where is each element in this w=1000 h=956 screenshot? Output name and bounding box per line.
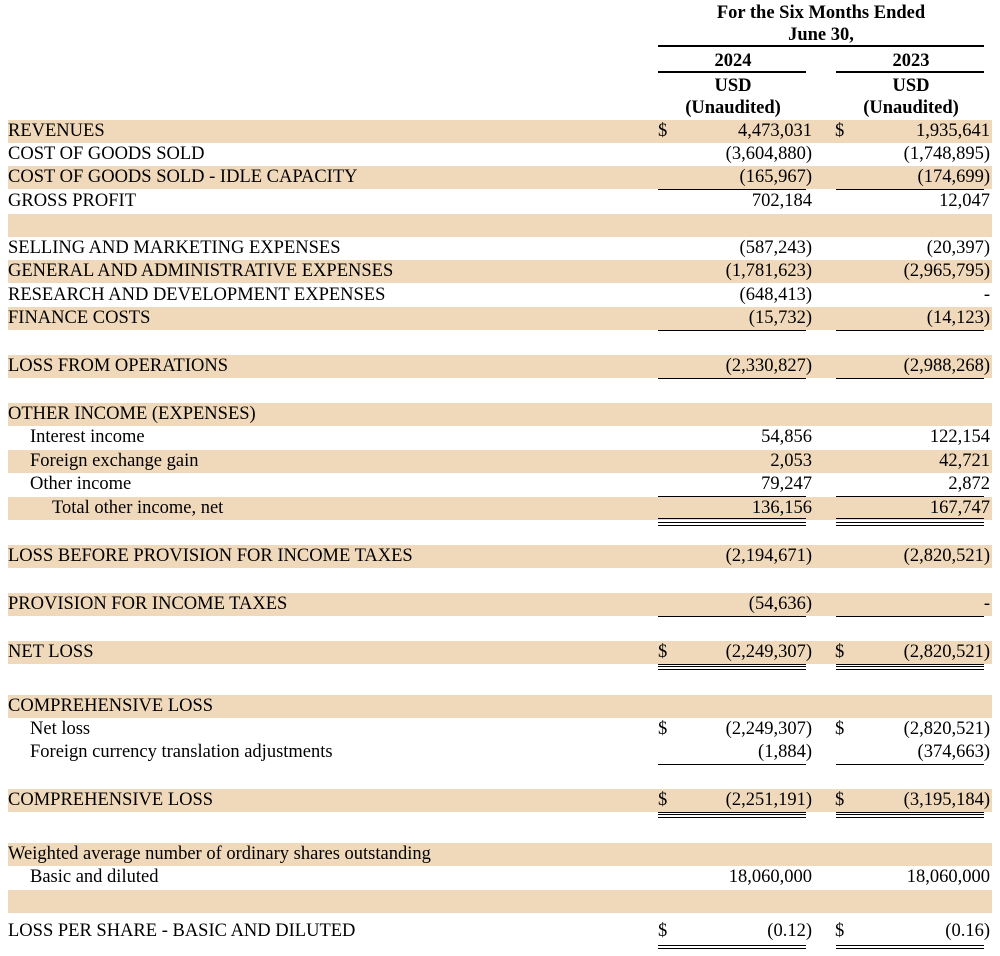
row-label: OTHER INCOME (EXPENSES): [8, 404, 256, 424]
currency-symbol-2024: $: [658, 642, 668, 662]
currency-symbol-2024: $: [658, 921, 668, 941]
value-2024: 702,184: [751, 191, 812, 211]
row-label: GENERAL AND ADMINISTRATIVE EXPENSES: [8, 261, 394, 281]
currency-symbol-2023: $: [835, 790, 845, 810]
value-2024: (3,604,880): [725, 144, 812, 164]
value-2024: (1,884): [758, 742, 812, 762]
row-label: LOSS BEFORE PROVISION FOR INCOME TAXES: [8, 546, 413, 566]
row-label: NET LOSS: [8, 642, 94, 662]
value-2023: (3,195,184): [903, 790, 990, 810]
table-row: [8, 284, 992, 307]
value-2024: 2,053: [770, 451, 812, 471]
table-row: [8, 307, 992, 330]
row-label: Basic and diluted: [30, 867, 159, 887]
table-row: [8, 920, 992, 943]
table-row: [8, 617, 992, 640]
value-2024: (2,249,307): [725, 642, 812, 662]
row-label: LOSS FROM OPERATIONS: [8, 356, 228, 376]
table-row: [8, 521, 992, 544]
col-2024-year-rule: [658, 71, 806, 73]
value-2023: (0.16): [945, 921, 990, 941]
value-2024: (165,967): [739, 167, 812, 187]
table-row: [8, 260, 992, 283]
value-2024: (2,251,191): [725, 790, 812, 810]
row-label: Total other income, net: [52, 498, 224, 518]
currency-symbol-2024: $: [658, 121, 668, 141]
col-2024-note: (Unaudited): [685, 98, 781, 118]
currency-symbol-2024: $: [658, 790, 668, 810]
total-rule: [658, 518, 806, 519]
value-2024: 4,473,031: [738, 121, 812, 141]
value-2023: (2,965,795): [903, 261, 990, 281]
row-label: Other income: [30, 474, 132, 494]
col-2023-currency: USD: [892, 76, 930, 96]
table-row: [8, 789, 992, 812]
table-row: [8, 190, 992, 213]
table-row: [8, 665, 992, 688]
table-row: [8, 593, 992, 616]
row-label: Foreign currency translation adjustments: [30, 742, 333, 762]
table-row: [8, 120, 992, 143]
col-2024-year: 2024: [714, 51, 752, 71]
value-2023: (20,397): [926, 238, 990, 258]
value-2023: 12,047: [939, 191, 990, 211]
currency-symbol-2024: $: [658, 719, 668, 739]
row-label: RESEARCH AND DEVELOPMENT EXPENSES: [8, 285, 386, 305]
value-2023: 122,154: [929, 427, 990, 447]
value-2023: (14,123): [926, 308, 990, 328]
value-2024: (648,413): [739, 285, 812, 305]
row-label: COST OF GOODS SOLD: [8, 144, 205, 164]
table-row: [8, 473, 992, 496]
table-row: [8, 143, 992, 166]
value-2023: 18,060,000: [906, 867, 990, 887]
row-label: SELLING AND MARKETING EXPENSES: [8, 238, 341, 258]
value-2024: (0.12): [767, 921, 812, 941]
value-2024: (1,781,623): [725, 261, 812, 281]
table-row: [8, 355, 992, 378]
value-2024: (2,194,671): [725, 546, 812, 566]
row-label: COST OF GOODS SOLD - IDLE CAPACITY: [8, 167, 358, 187]
value-2023: (174,699): [917, 167, 990, 187]
table-row: [8, 403, 992, 426]
row-label: REVENUES: [8, 121, 105, 141]
row-label: COMPREHENSIVE LOSS: [8, 696, 214, 716]
table-row: [8, 695, 992, 718]
table-row: [8, 545, 992, 568]
table-row: [8, 813, 992, 836]
value-2024: 18,060,000: [728, 867, 812, 887]
row-label: Foreign exchange gain: [30, 451, 199, 471]
table-row: [8, 379, 992, 402]
row-label: LOSS PER SHARE - BASIC AND DILUTED: [8, 921, 356, 941]
row-label: PROVISION FOR INCOME TAXES: [8, 594, 288, 614]
value-2023: 167,747: [929, 498, 990, 518]
table-row: [8, 890, 992, 913]
currency-symbol-2023: $: [835, 719, 845, 739]
table-row: [8, 450, 992, 473]
table-row: [8, 718, 992, 741]
col-2023-note: (Unaudited): [863, 98, 959, 118]
period-header-line2: June 30,: [788, 25, 854, 45]
table-row: [8, 214, 992, 237]
table-row: [8, 765, 992, 788]
row-label: GROSS PROFIT: [8, 191, 137, 211]
row-label: Interest income: [30, 427, 145, 447]
value-2024: 79,247: [761, 474, 812, 494]
table-row: [8, 866, 992, 889]
value-2023: (2,820,521): [903, 546, 990, 566]
row-label: FINANCE COSTS: [8, 308, 151, 328]
currency-symbol-2023: $: [835, 921, 845, 941]
row-label: Weighted average number of ordinary shares outstanding: [8, 844, 431, 864]
value-2023: 42,721: [939, 451, 990, 471]
value-2023: (374,663): [917, 742, 990, 762]
table-row: [8, 497, 992, 520]
currency-symbol-2023: $: [835, 121, 845, 141]
value-2023: (2,820,521): [903, 719, 990, 739]
table-row: [8, 166, 992, 189]
table-row: [8, 741, 992, 764]
col-2023-year: 2023: [892, 51, 930, 71]
value-2024: (54,636): [748, 594, 812, 614]
total-rule: [836, 518, 984, 519]
currency-symbol-2023: $: [835, 642, 845, 662]
table-row: [8, 843, 992, 866]
period-header-line1: For the Six Months Ended: [716, 3, 926, 23]
value-2023: 1,935,641: [916, 121, 990, 141]
col-2024-currency: USD: [714, 76, 752, 96]
value-2023: -: [983, 594, 990, 614]
value-2024: (587,243): [739, 238, 812, 258]
row-label: Net loss: [30, 719, 91, 739]
value-2023: -: [983, 285, 990, 305]
table-row: [8, 569, 992, 592]
col-2023-year-rule: [836, 71, 984, 73]
value-2024: (2,249,307): [725, 719, 812, 739]
value-2024: (15,732): [748, 308, 812, 328]
table-row: [8, 331, 992, 354]
value-2023: (2,820,521): [903, 642, 990, 662]
value-2024: (2,330,827): [725, 356, 812, 376]
double-rule: [836, 945, 984, 949]
double-rule: [658, 945, 806, 949]
value-2023: (1,748,895): [903, 144, 990, 164]
table-row: [8, 237, 992, 260]
table-row: [8, 426, 992, 449]
period-header-rule: [658, 45, 984, 47]
table-row: [8, 641, 992, 664]
row-label: COMPREHENSIVE LOSS: [8, 790, 214, 810]
value-2024: 54,856: [761, 427, 812, 447]
value-2023: (2,988,268): [903, 356, 990, 376]
value-2024: 136,156: [751, 498, 812, 518]
value-2023: 2,872: [948, 474, 990, 494]
